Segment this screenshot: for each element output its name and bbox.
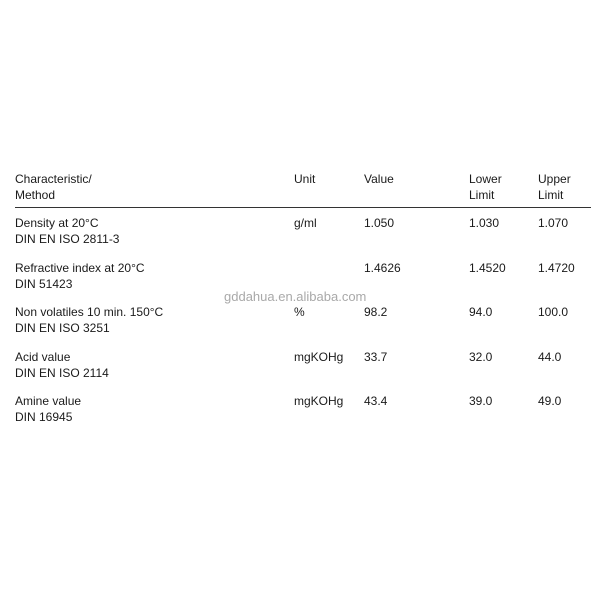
characteristic-name: Refractive index at 20°C <box>15 261 145 275</box>
lower-limit-cell: 32.0 <box>469 350 493 364</box>
value-cell: 1.050 <box>364 216 395 230</box>
value-cell: 98.2 <box>364 305 388 319</box>
characteristic-name: Non volatiles 10 min. 150°C <box>15 305 164 319</box>
header-unit: Unit <box>294 172 316 186</box>
value-cell: 1.4626 <box>364 261 401 275</box>
test-method: DIN EN ISO 3251 <box>15 321 110 335</box>
table-row-characteristic <box>15 349 109 381</box>
header-method-line2: Method <box>15 188 56 202</box>
test-method: DIN EN ISO 2811-3 <box>15 232 120 246</box>
characteristic-name: Amine value <box>15 394 82 408</box>
lower-limit-cell: 39.0 <box>469 394 493 408</box>
test-method: DIN 16945 <box>15 410 73 424</box>
header-value: Value <box>364 172 394 186</box>
header-upper-line2: Limit <box>538 188 564 202</box>
table-row-characteristic <box>15 304 163 336</box>
test-method: DIN 51423 <box>15 277 73 291</box>
header-lower-line1: Lower <box>469 172 502 186</box>
unit-cell: g/ml <box>294 216 317 230</box>
unit-cell: % <box>294 305 305 319</box>
table-row-characteristic <box>15 215 119 247</box>
unit-cell: mgKOHg <box>294 350 344 364</box>
header-upper-line1: Upper <box>538 172 571 186</box>
test-method: DIN EN ISO 2114 <box>15 366 109 380</box>
lower-limit-cell: 94.0 <box>469 305 493 319</box>
lower-limit-cell: 1.4520 <box>469 261 506 275</box>
unit-cell: mgKOHg <box>294 394 344 408</box>
table-row-characteristic <box>15 393 81 425</box>
upper-limit-cell: 1.070 <box>538 216 569 230</box>
header-upper-limit <box>538 171 571 203</box>
watermark-text: gddahua.en.alibaba.com <box>224 289 367 304</box>
header-characteristic <box>15 171 92 203</box>
upper-limit-cell: 100.0 <box>538 305 569 319</box>
value-cell: 33.7 <box>364 350 388 364</box>
header-divider <box>15 207 591 208</box>
upper-limit-cell: 44.0 <box>538 350 562 364</box>
header-lower-limit <box>469 171 502 203</box>
header-lower-line2: Limit <box>469 188 495 202</box>
upper-limit-cell: 1.4720 <box>538 261 575 275</box>
table-row-characteristic <box>15 260 145 292</box>
characteristic-name: Density at 20°C <box>15 216 99 230</box>
upper-limit-cell: 49.0 <box>538 394 562 408</box>
header-characteristic-line1: Characteristic/ <box>15 172 92 186</box>
lower-limit-cell: 1.030 <box>469 216 500 230</box>
value-cell: 43.4 <box>364 394 388 408</box>
characteristic-name: Acid value <box>15 350 71 364</box>
